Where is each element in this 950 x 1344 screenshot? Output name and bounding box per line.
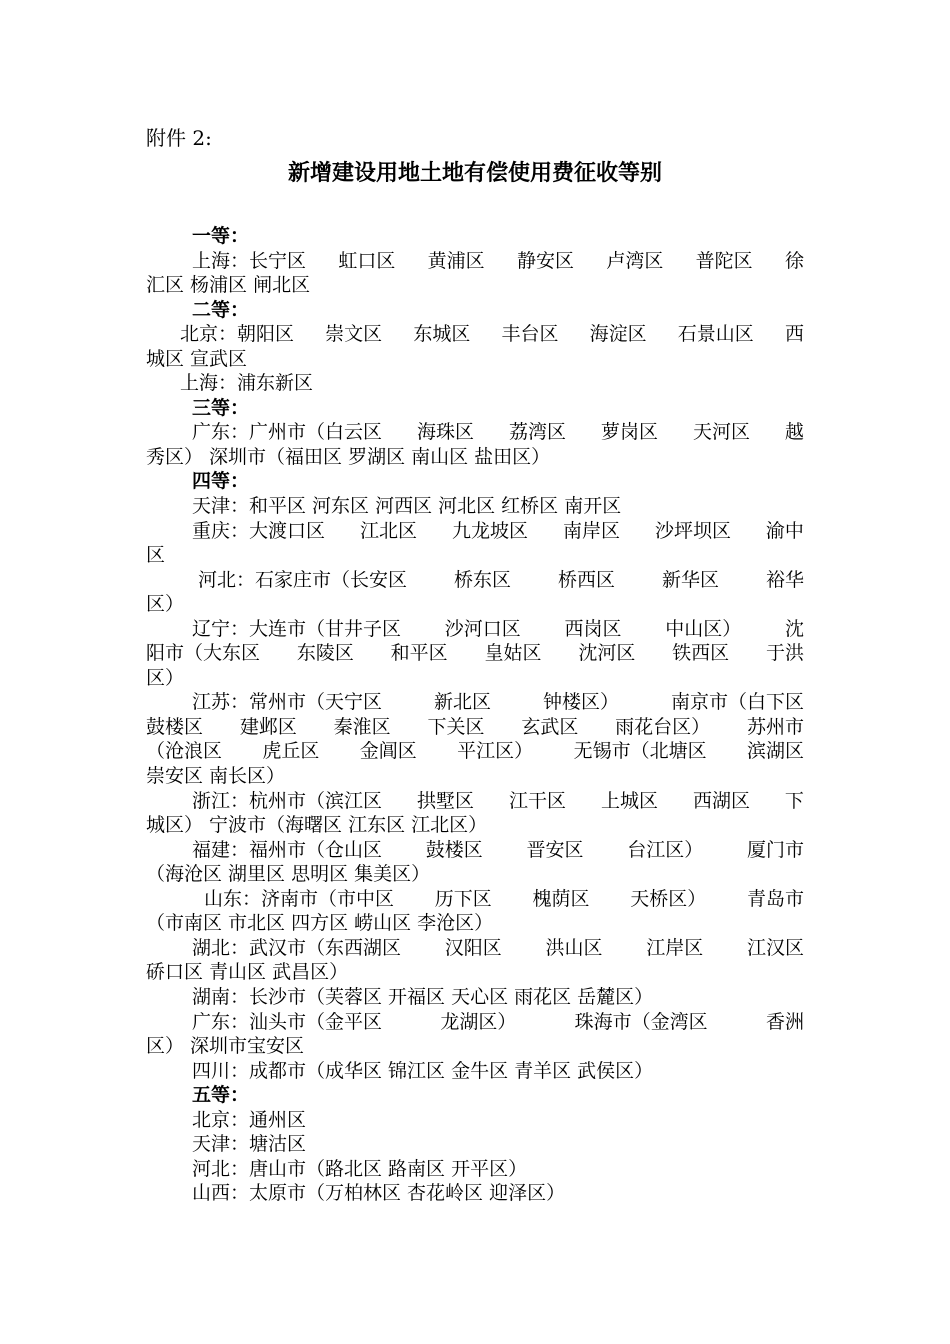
line-token: 上城区	[600, 789, 658, 812]
text-line: 天津：塘沽区	[192, 1133, 307, 1156]
line-token: 天桥区）	[630, 887, 707, 910]
text-line: 区）	[146, 593, 185, 616]
line-token: 鼓楼区	[425, 838, 483, 861]
line-token: 江汉区	[746, 936, 804, 959]
line-token: 广东：汕头市（金平区	[192, 1010, 383, 1033]
line-token: 沈河区	[578, 642, 636, 665]
line-token: 阳市（大东区	[146, 642, 261, 665]
line-token: 新华区	[661, 568, 719, 591]
line-token: 皇姑区	[484, 642, 542, 665]
line-token: 洪山区	[545, 936, 603, 959]
text-line: 湖南：长沙市（芙蓉区 开福区 天心区 雨花区 岳麓区）	[192, 985, 654, 1008]
line-token: 江北区	[359, 519, 417, 542]
line-token: 南京市（白下区	[670, 691, 804, 714]
text-line: 天津：和平区 河东区 河西区 河北区 红桥区 南开区	[192, 495, 622, 518]
line-token: 静安区	[516, 249, 574, 272]
grade-heading: 四等：	[192, 470, 250, 493]
text-line: 区	[146, 544, 166, 567]
line-token: 南岸区	[562, 519, 620, 542]
line-token: （沧浪区	[146, 740, 223, 763]
line-token: 槐荫区	[532, 887, 590, 910]
line-token: 铁西区	[672, 642, 730, 665]
text-line: 秀区） 深圳市（福田区 罗湖区 南山区 盐田区）	[146, 445, 551, 468]
line-token: 湖北：武汉市（东西湖区	[192, 936, 402, 959]
line-token: 江岸区	[646, 936, 704, 959]
line-token: 雨花台区）	[615, 715, 711, 738]
line-token: 滨湖区	[746, 740, 804, 763]
line-token: 江苏：常州市（天宁区	[192, 691, 383, 714]
line-token: 萝岗区	[600, 421, 658, 444]
line-token: 山东：济南市（市中区	[204, 887, 395, 910]
line-token: 北京：朝阳区	[180, 323, 295, 346]
line-token: 裕华	[765, 568, 804, 591]
line-token: 沙河口区	[444, 617, 521, 640]
line-token: 卢湾区	[606, 249, 664, 272]
line-token: 虎丘区	[262, 740, 320, 763]
line-token: 九龙坡区	[451, 519, 528, 542]
text-line	[146, 249, 804, 274]
text-line	[146, 887, 804, 912]
line-token: 龙湖区）	[440, 1010, 517, 1033]
line-token: 平江区）	[457, 740, 534, 763]
line-token: 丰台区	[501, 323, 559, 346]
line-token: 渝中	[765, 519, 804, 542]
line-token: 越	[784, 421, 804, 444]
line-token: 拱墅区	[416, 789, 474, 812]
text-line	[146, 838, 804, 863]
line-token: 历下区	[434, 887, 492, 910]
line-token: 石景山区	[677, 323, 754, 346]
line-token: 新北区	[433, 691, 491, 714]
line-token: 无锡市（北塘区	[573, 740, 707, 763]
line-token: 汉阳区	[444, 936, 502, 959]
line-token: 桥西区	[557, 568, 615, 591]
line-token: 荔湾区	[508, 421, 566, 444]
line-token: 鼓楼区	[146, 715, 204, 738]
line-token: 辽宁：大连市（甘井子区	[192, 617, 402, 640]
grade-heading: 一等：	[192, 225, 250, 247]
text-line	[146, 936, 804, 961]
line-token: 福建：福州市（仓山区	[192, 838, 383, 861]
text-line: 四川：成都市（成华区 锦江区 金牛区 青羊区 武侯区）	[192, 1059, 654, 1082]
line-token: 沙坪坝区	[654, 519, 731, 542]
line-token: 晋安区	[526, 838, 584, 861]
attachment-label: 附件 2:	[146, 126, 212, 150]
grade-heading: 三等：	[192, 396, 250, 419]
text-line: 区） 深圳市宝安区	[146, 1035, 305, 1058]
line-token: 上海：长宁区	[192, 249, 307, 272]
text-line: 北京：通州区	[192, 1108, 307, 1131]
line-token: 海珠区	[416, 421, 474, 444]
text-line: 城区） 宁波市（海曙区 江东区 江北区）	[146, 814, 488, 837]
line-token: 黄浦区	[427, 249, 485, 272]
line-token: 西岗区	[564, 617, 622, 640]
text-line	[146, 789, 804, 814]
line-token: 沈	[784, 617, 804, 640]
text-line: （市南区 市北区 四方区 崂山区 李沧区）	[146, 912, 494, 935]
line-token: 广东：广州市（白云区	[192, 421, 383, 444]
text-line: 区）	[146, 666, 185, 689]
line-token: 海淀区	[589, 323, 647, 346]
line-token: 秦淮区	[333, 715, 391, 738]
text-line: 城区 宣武区	[146, 347, 248, 370]
text-line: 硚口区 青山区 武昌区）	[146, 961, 349, 984]
text-line	[146, 617, 804, 642]
line-token: 河北：石家庄市（长安区	[198, 568, 408, 591]
line-token: 虹口区	[338, 249, 396, 272]
text-line: 河北：唐山市（路北区 路南区 开平区）	[192, 1157, 528, 1180]
line-token: 玄武区	[521, 715, 579, 738]
text-line	[146, 715, 804, 740]
document-body	[146, 224, 804, 1206]
grade-heading: 二等：	[192, 298, 250, 321]
line-token: 天河区	[692, 421, 750, 444]
line-token: 下关区	[427, 715, 485, 738]
text-line	[146, 739, 804, 764]
text-line	[146, 519, 804, 544]
line-token: 东城区	[413, 323, 471, 346]
line-token: 台江区）	[627, 838, 704, 861]
line-token: 香洲	[765, 1010, 804, 1033]
text-line	[146, 568, 804, 593]
line-token: 金阊区	[359, 740, 417, 763]
line-token: 江干区	[508, 789, 566, 812]
line-token: 建邺区	[239, 715, 297, 738]
text-line	[146, 1010, 804, 1035]
grade-heading: 五等：	[192, 1084, 250, 1107]
line-token: 重庆：大渡口区	[192, 519, 326, 542]
line-token: 徐	[784, 249, 804, 272]
line-token: 东陵区	[296, 642, 354, 665]
line-token: 青岛市	[746, 887, 804, 910]
text-line	[146, 690, 804, 715]
text-line: （海沧区 湖里区 思明区 集美区）	[146, 863, 431, 886]
text-line: 崇安区 南长区）	[146, 765, 286, 788]
line-token: 下	[784, 789, 804, 812]
line-token: 珠海市（金湾区	[574, 1010, 708, 1033]
line-token: 于洪	[765, 642, 804, 665]
text-line	[146, 420, 804, 445]
document-title: 新增建设用地土地有偿使用费征收等别	[287, 161, 662, 186]
line-token: 厦门市	[746, 838, 804, 861]
line-token: 和平区	[390, 642, 448, 665]
text-line	[146, 322, 804, 347]
text-line: 汇区 杨浦区 闸北区	[146, 274, 311, 297]
line-token: 普陀区	[695, 249, 753, 272]
text-line	[146, 641, 804, 666]
line-token: 苏州市	[746, 715, 804, 738]
line-token: 桥东区	[453, 568, 511, 591]
text-line: 上海：浦东新区	[180, 372, 314, 395]
line-token: 中山区）	[665, 617, 742, 640]
line-token: 浙江：杭州市（滨江区	[192, 789, 383, 812]
text-line: 山西：太原市（万柏林区 杏花岭区 迎泽区）	[192, 1182, 566, 1205]
line-token: 钟楼区）	[542, 691, 619, 714]
line-token: 西	[784, 323, 804, 346]
line-token: 崇文区	[325, 323, 383, 346]
line-token: 西湖区	[692, 789, 750, 812]
